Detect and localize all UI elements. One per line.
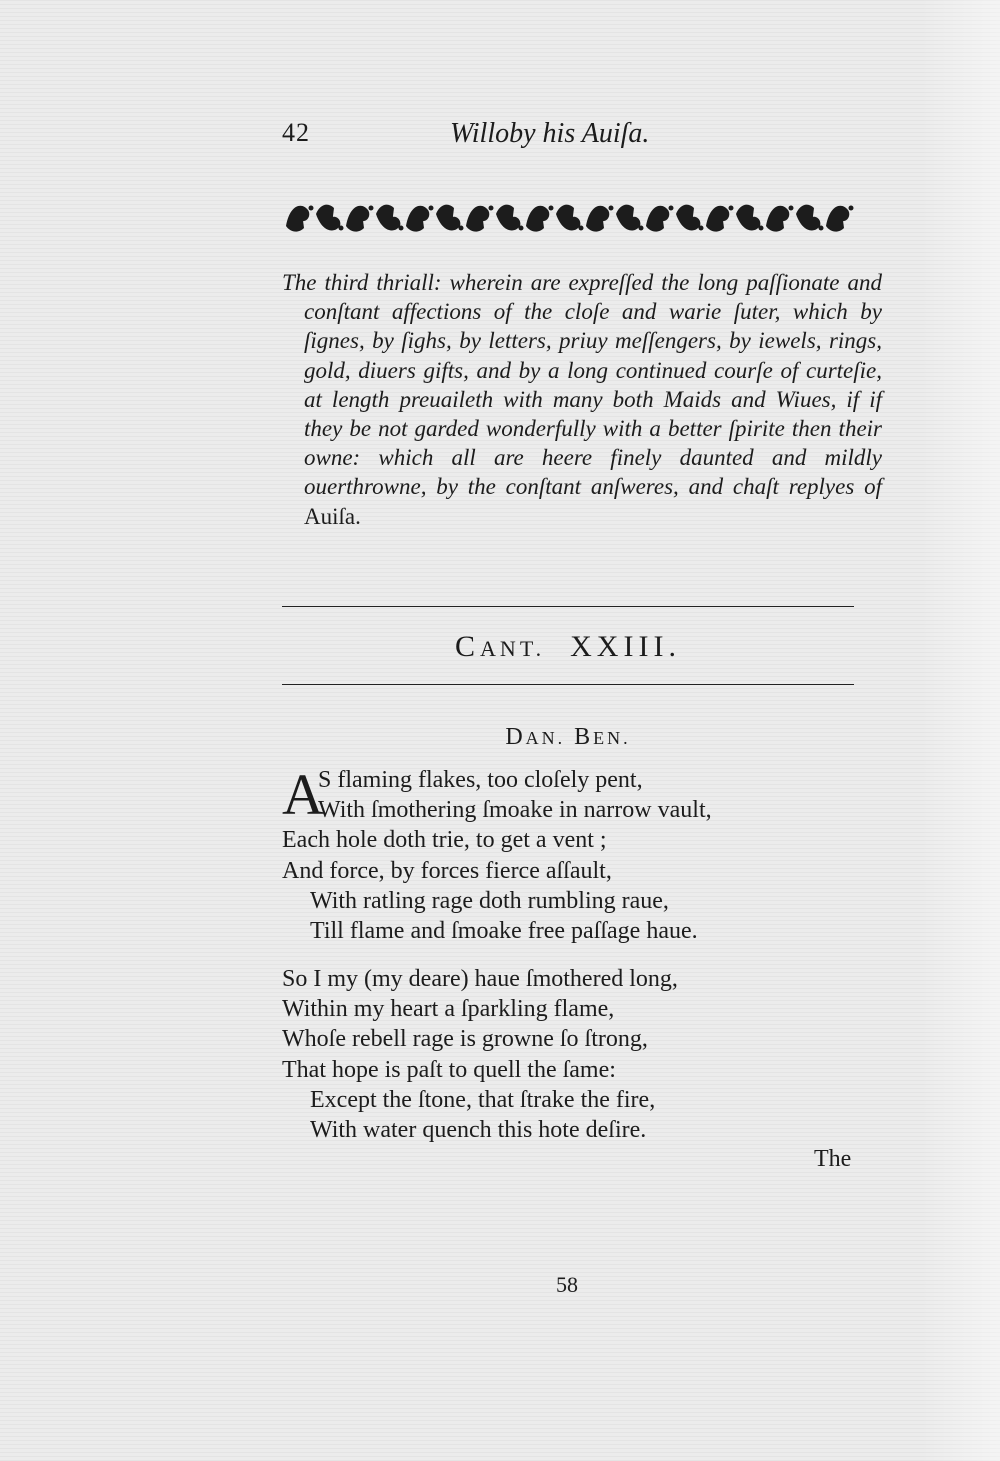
canto-number: XXIII. <box>570 630 681 663</box>
fleuron-border-icon <box>284 196 854 240</box>
fleuron-unit <box>316 205 340 231</box>
canto-prefix-rest: ANT. <box>480 636 546 661</box>
argument-paragraph <box>282 268 882 531</box>
fleuron-dot <box>369 206 374 211</box>
verse-line: That hope is paſt to quell the ſame: <box>282 1056 616 1083</box>
fleuron-dot <box>339 226 344 231</box>
fleuron-unit <box>736 205 760 231</box>
fleuron-dot <box>399 226 404 231</box>
fleuron-dot <box>519 226 524 231</box>
argument-name: Auiſa. <box>304 503 361 529</box>
fleuron-unit <box>436 205 460 231</box>
fleuron-unit <box>376 205 400 231</box>
fleuron-dot <box>639 226 644 231</box>
fleuron-dot <box>849 206 854 211</box>
fleuron-unit <box>406 206 429 232</box>
fleuron-dot <box>579 226 584 231</box>
stanza-2 <box>282 964 862 1145</box>
fleuron-dot <box>819 226 824 231</box>
fleuron-dot <box>729 206 734 211</box>
speaker-b-initial: B <box>574 724 594 750</box>
fleuron-dot <box>429 206 434 211</box>
verse-line: Whoſe rebell rage is growne ſo ſtrong, <box>282 1026 648 1053</box>
speaker-b-rest: EN. <box>593 728 631 748</box>
page-edge-shading <box>920 0 1000 1461</box>
verse-line: So I my (my deare) haue ſmothered long, <box>282 966 678 992</box>
verse-line: S flaming flakes, too cloſely pent, <box>318 767 643 793</box>
fleuron-dot <box>549 206 554 211</box>
rule-bottom <box>282 684 854 685</box>
fleuron-unit <box>796 205 820 231</box>
canto-prefix-initial: C <box>455 630 481 663</box>
fleuron-unit <box>286 206 309 232</box>
verse-line: Till flame and ſmoake free paſſage haue. <box>310 917 698 944</box>
argument-text: The third thriall: wherein are expreſſed the long paſſionate and conſtant affections of the cloſe and warie ſuter, which by ſignes, by ſighs, by letters, priuy meſſengers, by iewels, rings, gold, diuers gifts, and by a long continued courſe of curteſie, at length preuaileth with many both Maids and Wiues, if if they be not garded wonderfully with a better ſpirite then their owne: which all are heere finely daunted and mildly ouerthrowne, by the conſtant anſweres, and chaſt replyes of <box>282 270 882 500</box>
speaker-heading <box>282 724 854 751</box>
drop-cap: A <box>282 762 324 827</box>
fleuron-dot <box>309 206 314 211</box>
fleuron-dot <box>789 206 794 211</box>
catchword: The <box>814 1146 852 1172</box>
folio-number: 58 <box>556 1272 578 1297</box>
fleuron-dot <box>699 226 704 231</box>
running-head <box>282 118 712 158</box>
fleuron-unit <box>826 206 849 232</box>
speaker-d-initial: D <box>505 724 526 750</box>
fleuron-unit <box>646 206 669 232</box>
verse-line: Each hole doth trie, to get a vent ; <box>282 827 607 854</box>
fleuron-dot <box>609 206 614 211</box>
verse-line: With water quench this hote deſire. <box>310 1116 647 1143</box>
fleuron-dot <box>489 206 494 211</box>
verse-line: With ſmothering ſmoake in narrow vault, <box>318 797 712 824</box>
fleuron-unit <box>766 206 789 232</box>
speaker-d-rest: AN. <box>525 728 566 748</box>
verse-line: With ratling rage doth rumbling raue, <box>310 887 669 914</box>
stanza-1 <box>282 762 862 946</box>
fleuron-unit <box>706 206 729 232</box>
fleuron-unit <box>526 206 549 232</box>
fleuron-dot <box>669 206 674 211</box>
fleuron-unit <box>496 205 520 231</box>
fleuron-dot <box>759 226 764 231</box>
rule-top <box>282 606 854 607</box>
fleuron-unit <box>556 205 580 231</box>
fleuron-unit <box>586 206 609 232</box>
fleuron-unit <box>466 206 489 232</box>
verse-line: Within my heart a ſparkling flame, <box>282 996 615 1023</box>
fleuron-dot <box>459 226 464 231</box>
verse-line: And force, by forces fierce aſſault, <box>282 857 612 884</box>
canto-title <box>282 630 854 664</box>
verse-line: Except the ſtone, that ſtrake the fire, <box>310 1086 656 1113</box>
fleuron-unit <box>346 206 369 232</box>
running-title: Willoby his Auiſa. <box>450 118 650 149</box>
fleuron-unit <box>676 205 700 231</box>
page-number: 42 <box>282 118 310 147</box>
fleuron-unit <box>616 205 640 231</box>
